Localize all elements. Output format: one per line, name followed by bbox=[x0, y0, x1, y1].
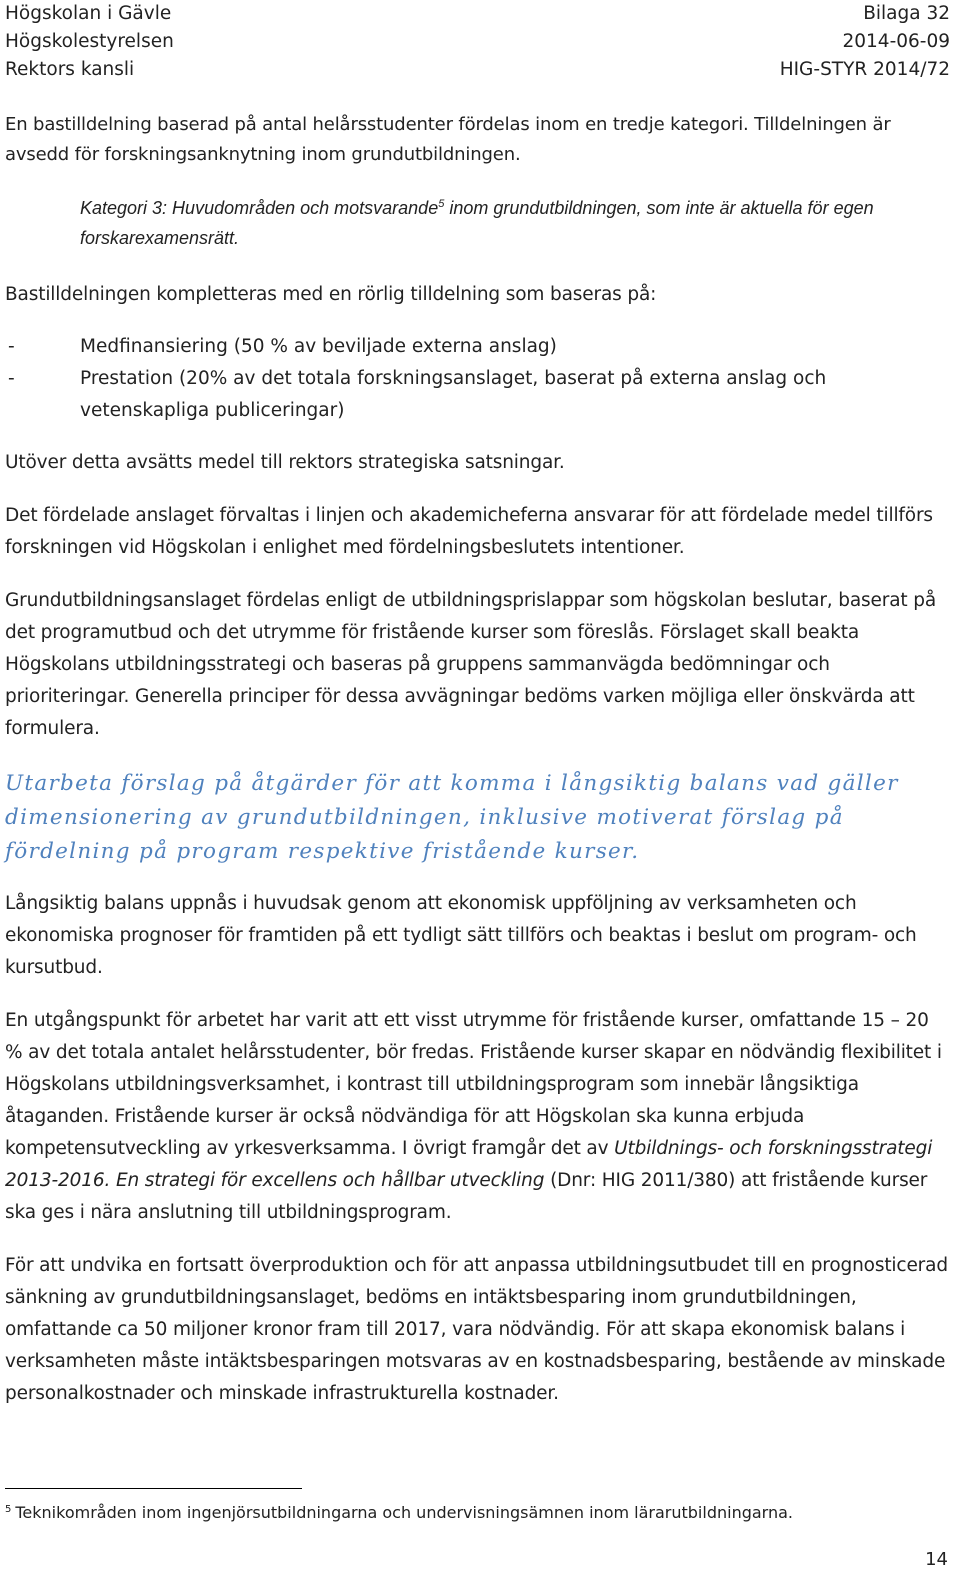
balance-paragraph: Långsiktig balans uppnås i huvudsak genom att ekonomisk uppföljning av verksamheten och ekonomiska prognoser för framtiden på ett tydligt sätt tillförs och beaktas i beslut om program- och kursutbud. bbox=[5, 893, 917, 978]
footnote-divider bbox=[5, 1488, 302, 1489]
header-office: Rektors kansli bbox=[5, 59, 135, 80]
footnote-text: Teknikområden inom ingenjörsutbildningarna och undervisningsämnen inom lärarutbildningarna. bbox=[15, 1503, 793, 1522]
list-item bbox=[5, 331, 950, 363]
list-item bbox=[5, 363, 950, 427]
starting-point-part2: (Dnr: HIG 2011/380) att fristående kurser ska ges i nära anslutning till utbildningsprogram. bbox=[5, 1170, 928, 1223]
header-attachment: Bilaga 32 bbox=[863, 3, 950, 24]
intro-paragraph: En bastilldelning baserad på antal helårsstudenter fördelas inom en tredje kategori. Tilldelningen är avsedd för forskningsanknytning inom grundutbildningen. bbox=[5, 114, 891, 165]
list-item-text: Prestation (20% av det totala forskningsanslaget, baserat på externa anslag och vetenskapliga publiceringar) bbox=[80, 368, 827, 421]
strategy-title: Utbildnings- och forskningsstrategi 2013-2016. En strategi för excellens och hållbar utveckling bbox=[5, 1138, 933, 1191]
savings-paragraph: För att undvika en fortsatt överproduktion och för att anpassa utbildningsutbudet till en prognosticerad sänkning av grundutbildningsanslaget, bedöms en intäktsbesparing inom grundutbildningen, omfattande ca 50 miljoner kronor fram till 2017, vara nödvändig. För att skapa ekonomisk balans i verksamheten måste intäktsbesparingen motsvaras av en kostnadsbesparing, bestående av minskade personalkostnader och minskade infrastrukturella kostnader. bbox=[5, 1255, 948, 1404]
list-dash: - bbox=[8, 336, 15, 357]
header-board: Högskolestyrelsen bbox=[5, 31, 174, 52]
category-3-before: Kategori 3: Huvudområden och motsvarande bbox=[80, 198, 439, 218]
header-date: 2014-06-09 bbox=[842, 31, 950, 52]
undergrad-paragraph: Grundutbildningsanslaget fördelas enligt de utbildningsprislappar som högskolan beslutar, baserat på det programutbud och det utrymme för fristående kurser som föreslås. Förslaget skall beakta Högskolans utbildningsstrategi och baseras på gruppens sammanvägda bedömningar och prioriteringar. Generella principer för dessa avvägningar bedöms varken möjliga eller önskvärda att formulera. bbox=[5, 590, 937, 739]
distributed-paragraph: Det fördelade anslaget förvaltas i linjen och akademicheferna ansvarar för att fördelade medel tillförs forskningen vid Högskolan i enlighet med fördelningsbeslutets intentioner. bbox=[5, 505, 933, 558]
header-right bbox=[780, 0, 950, 84]
header-institution: Högskolan i Gävle bbox=[5, 3, 172, 24]
starting-point-part1: En utgångspunkt för arbetet har varit att ett visst utrymme för fristående kurser, omfattande 15 – 20 % av det totala antalet helårsstudenter, bör fredas. Fristående kurser skapar en nödvändig flexibilitet i Högskolans utbildningsverksamhet, i kontrast till utbildningsprogram som innebär långsiktiga åtaganden. Fristående kurser är också nödvändiga för att Högskolan ska kunna erbjuda kompetensutveckling av yrkesverksamma. I övrigt framgår det av bbox=[5, 1010, 942, 1159]
list-dash: - bbox=[8, 368, 15, 389]
category-3 bbox=[80, 193, 950, 253]
starting-point-paragraph bbox=[5, 1005, 950, 1229]
category-3-after: inom grundutbildningen, som inte är aktuella för egen forskarexamensrätt. bbox=[80, 198, 874, 248]
footnote bbox=[5, 1500, 950, 1526]
strategic-paragraph: Utöver detta avsätts medel till rektors strategiska satsningar. bbox=[5, 452, 565, 473]
header-reference: HIG-STYR 2014/72 bbox=[779, 59, 950, 80]
page-number: 14 bbox=[925, 1549, 948, 1570]
footnote-ref: 5 bbox=[438, 198, 445, 210]
footnote-number: 5 bbox=[5, 1503, 12, 1515]
complement-intro: Bastilldelningen kompletteras med en rörlig tilldelning som baseras på: bbox=[5, 284, 657, 305]
section-heading: Utarbeta förslag på åtgärder för att komma i långsiktig balans vad gäller dimensionering av grundutbildningen, inklusive motiverat förslag på fördelning på program respektive fristående kurser. bbox=[5, 771, 899, 864]
list-item-text: Medfinansiering (50 % av beviljade externa anslag) bbox=[80, 336, 557, 357]
header-left bbox=[5, 0, 174, 84]
